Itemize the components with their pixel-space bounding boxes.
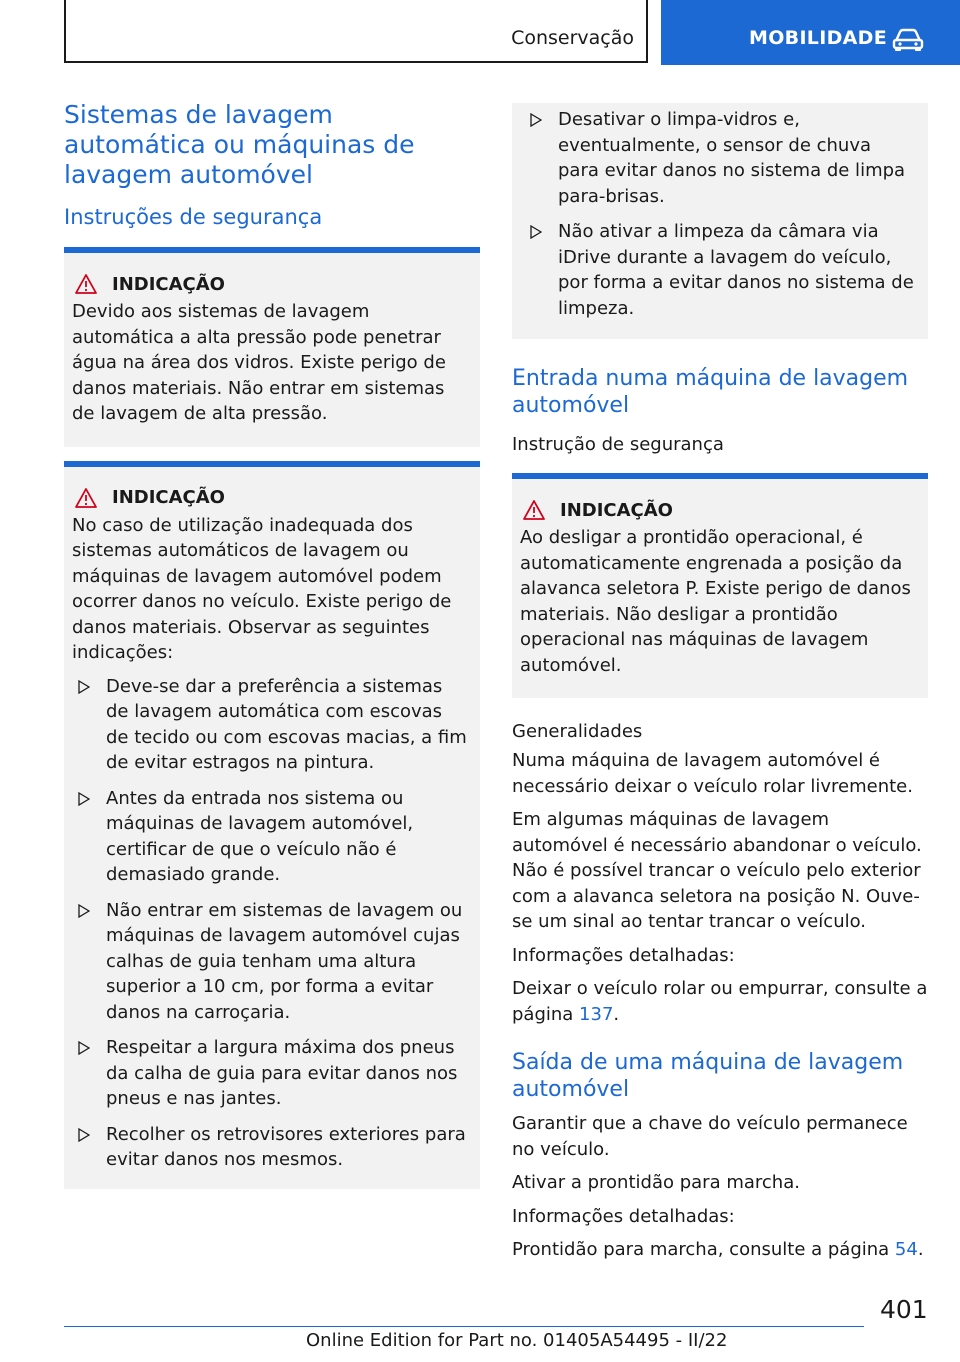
notice-box-1 [64,247,480,447]
exit-paragraph: Informações detalhadas: [512,1205,735,1227]
header-chapter-tab [661,0,960,65]
general-paragraph: Numa máquina de lavagem automóvel é necessário deixar o veículo rolar livremente. [512,750,913,797]
list-item: Deve-se dar a preferência a sistemas de lavagem automática com escovas de tecido ou com escovas macias, a fim de evitar estragos na pintura. [72,674,470,776]
list-item: Não entrar em sistemas de lavagem ou máquinas de lavagem automóvel cujas calhas de guia tenham uma altura superior a 10 cm, por forma a evitar danos na carroçaria. [72,898,470,1026]
bullet-triangle-icon [78,904,90,918]
warning-triangle-icon [74,487,98,509]
notice-list [72,674,470,1173]
notice-label: INDICAÇÃO [112,273,225,295]
notice-box-2 [64,461,480,1189]
page-number: 401 [880,1295,928,1324]
bullet-triangle-icon [78,792,90,806]
notice-label: INDICAÇÃO [112,487,225,508]
notice-text: No caso de utilização inadequada dos sistemas automáticos de lavagem ou máquinas de lavagem automóvel podem ocorrer danos no veículo. Existe perigo de danos materiais. Observar as seguintes indicações: [72,514,452,663]
section-title: Sistemas de lavagem automática ou máquinas de lavagem automóvel [64,100,415,189]
list-item: Não ativar a limpeza da câmara via iDrive durante a lavagem do veículo, por forma a evitar danos no sistema de limpeza. [524,219,916,321]
general-paragraph: Informações detalhadas: [512,944,735,966]
exit-reference: Prontidão para marcha, consulte a página 54. [512,1239,924,1260]
notice-list [524,107,916,321]
notice-text: Ao desligar a prontidão operacional, é automaticamente engrenada a posição da alavanca seletora P. Existe perigo de danos materiais. Não desligar a prontidão operacional nas máquinas de lavagem automóvel. [520,527,911,676]
header-chapter-title: MOBILIDADE [749,27,888,49]
general-paragraph: Em algumas máquinas de lavagem automóvel é necessário abandonar o veículo. Não é possível trancar o veículo pelo exterior com a alavanca seletora na posição N. Ouve-se um sinal ao tentar trancar o veículo. [512,809,922,932]
bullet-triangle-icon [78,680,90,694]
bullet-triangle-icon [78,1041,90,1055]
page-link-54[interactable]: 54 [894,1239,918,1260]
bullet-triangle-icon [78,1128,90,1142]
exit-title: Saída de uma máquina de lavagem automóvel [512,1050,904,1102]
header-section-title: Conservação [511,27,634,49]
page-link-137[interactable]: 137 [579,1003,614,1025]
notice-header [72,487,470,509]
exit-paragraph: Ativar a prontidão para marcha. [512,1172,800,1193]
notice-header [520,499,918,521]
edition-note: Online Edition for Part no. 01405A54495 - II/22 [306,1330,728,1351]
left-column [64,100,480,1189]
general-reference: Deixar o veículo rolar ou empurrar, consulte a página 137. [512,978,928,1025]
bullet-triangle-icon [530,113,542,127]
list-item: Recolher os retrovisores exteriores para evitar danos nos mesmos. [72,1122,470,1173]
notice-continuation-box [512,103,928,339]
notice-box-3 [512,473,928,698]
notice-header [72,273,470,295]
notice-label: INDICAÇÃO [560,499,673,521]
right-column [512,103,928,1263]
header-section-tab [64,0,648,63]
notice-text: Devido aos sistemas de lavagem automática a alta pressão pode penetrar água na área dos vidros. Existe perigo de danos materiais. Não entrar em sistemas de lavagem de alta pressão. [72,301,446,424]
warning-triangle-icon [522,499,546,521]
footer-divider [64,1326,864,1327]
entry-safety-heading: Instrução de segurança [512,434,724,455]
car-icon [892,28,924,52]
list-item: Antes da entrada nos sistema ou máquinas de lavagem automóvel, certificar de que o veículo não é demasiado grande. [72,786,470,888]
bullet-triangle-icon [530,225,542,239]
safety-subtitle: Instruções de segurança [64,205,323,229]
warning-triangle-icon [74,273,98,295]
entry-title: Entrada numa máquina de lavagem automóvel [512,366,909,418]
general-heading: Generalidades [512,721,643,742]
list-item: Desativar o limpa-vidros e, eventualmente, o sensor de chuva para evitar danos no sistema de limpa para-brisas. [524,107,916,209]
list-item: Respeitar a largura máxima dos pneus da calha de guia para evitar danos nos pneus e nas jantes. [72,1035,470,1112]
exit-paragraph: Garantir que a chave do veículo permanece no veículo. [512,1113,908,1160]
